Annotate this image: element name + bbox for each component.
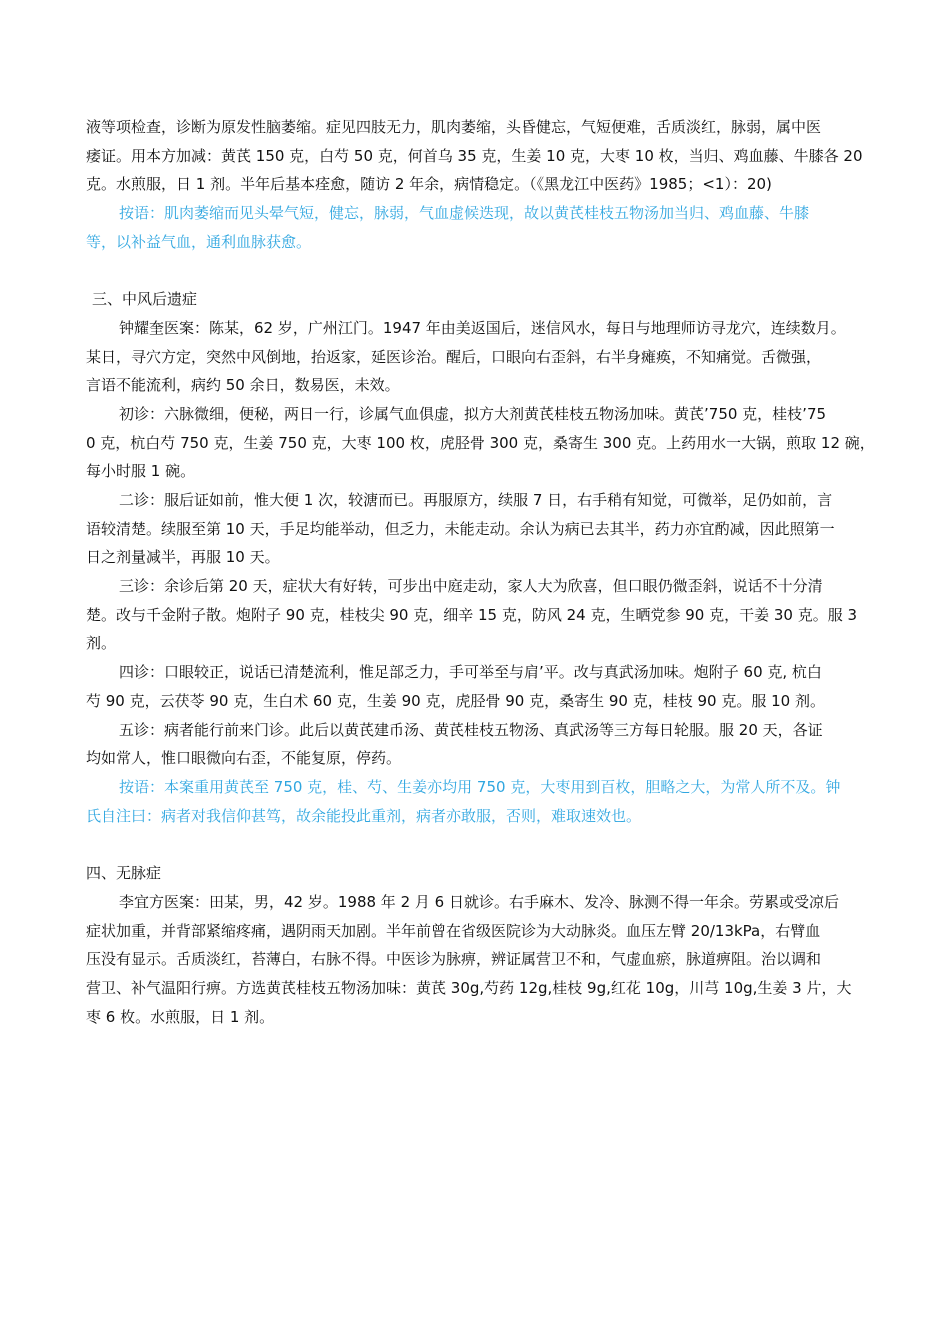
text-line: 压没有显示。舌质淡红，苔薄白，右脉不得。中医诊为脉痹，辨证属营卫不和，气虚血瘀，脉道痹阻。治以调和	[86, 950, 822, 968]
section-heading: 四、无脉症	[86, 864, 162, 882]
text-line: 李宜方医案：田某，男，42 岁。1988 年 2 月 6 日就诊。右手麻木、发冷、脉测不得一年余。劳累或受凉后	[119, 893, 839, 911]
text-line: 症状加重，并背部紧缩疼痛，遇阴雨天加剧。半年前曾在省级医院诊为大动脉炎。血压左臂 20/13kPa，右臂血	[86, 922, 821, 940]
text-line: 芍 90 克，云茯苓 90 克，生白术 60 克，生姜 90 克，虎胫骨 90 克，桑寄生 90 克，桂枝 90 克。服 10 剂。	[86, 692, 825, 710]
text-line: 初诊：六脉微细，便秘，两日一行，诊属气血俱虚，拟方大剂黄芪桂枝五物汤加味。黄芪’750 克，桂枝’75	[119, 405, 827, 423]
text-line: 枣 6 枚。水煎服，日 1 剂。	[86, 1008, 275, 1026]
text-line: 按语：肌肉萎缩而见头晕气短，健忘，脉弱，气血虚候迭现，故以黄芪桂枝五物汤加当归、鸡血藤、牛膝	[119, 204, 810, 222]
text-line: 五诊：病者能行前来门诊。此后以黄芪建币汤、黄芪桂枝五物汤、真武汤等三方每日轮服。服 20 天，各证	[119, 721, 823, 739]
text-line: 克。水煎服，日 1 剂。半年后基本痊愈，随访 2 年余，病情稳定。（《黑龙江中医药》1985；<1）：20)	[86, 175, 772, 193]
text-line: 钟耀奎医案：陈某，62 岁，广州江门。1947 年由美返国后，迷信风水，每日与地理师访寻龙穴，连续数月。	[119, 319, 846, 337]
text-line: 液等项检查，诊断为原发性脑萎缩。症见四肢无力，肌肉萎缩，头昏健忘，气短便难，舌质淡红，脉弱，属中医	[86, 118, 822, 136]
text-line: 语较清楚。续服至第 10 天，手足均能举动，但乏力，未能走动。余认为病已去其半，药力亦宜酌减，因此照第一	[86, 520, 835, 538]
text-line: 痿证。用本方加减：黄芪 150 克，白芍 50 克，何首乌 35 克，生姜 10 克，大枣 10 枚，当归、鸡血藤、牛膝各 20	[86, 147, 863, 165]
text-line: 按语：本案重用黄芪至 750 克，桂、芍、生姜亦均用 750 克，大枣用到百枚，胆略之大，为常人所不及。钟	[119, 778, 841, 796]
text-line: 二诊：服后证如前，惟大便 1 次，较溏而已。再服原方，续服 7 日，右手稍有知觉，可微举，足仍如前，言	[119, 491, 833, 509]
text-line: 0 克，杭白芍 750 克，生姜 750 克，大枣 100 枚，虎胫骨 300 克，桑寄生 300 克。上药用水一大锅，煎取 12 碗，	[86, 434, 875, 452]
text-line: 氏自注曰：病者对我信仰甚笃，故余能投此重剂，病者亦敢服，否则，难取速效也。	[86, 807, 642, 825]
text-line: 四诊：口眼较正，说话已清楚流利，惟足部乏力，手可举至与肩’平。改与真武汤加味。炮附子 60 克, 杭白	[119, 663, 822, 681]
text-line: 三诊：余诊后第 20 天，症状大有好转，可步出中庭走动，家人大为欣喜，但口眼仍微歪斜，说话不十分清	[119, 577, 823, 595]
text-line: 均如常人，惟口眼微向右歪，不能复原，停药。	[86, 749, 402, 767]
text-line: 剂。	[86, 634, 117, 652]
text-line: 日之剂量减半，再服 10 天。	[86, 548, 280, 566]
section-heading: 三、中风后遗症	[92, 290, 198, 308]
text-line: 营卫、补气温阳行痹。方选黄芪桂枝五物汤加味：黄芪 30g,芍药 12g,桂枝 9g,红花 10g，川芎 10g,生姜 3 片，大	[86, 979, 852, 997]
text-line: 每小时服 1 碗。	[86, 462, 196, 480]
text-line: 等，以补益气血，通利血脉获愈。	[86, 233, 312, 251]
text-line: 某日，寻穴方定，突然中风倒地，抬返家，延医诊治。醒后，口眼向右歪斜，右半身瘫痪，不知痛觉。舌微强，	[86, 348, 822, 366]
text-line: 言语不能流利，病约 50 余日，数易医，未效。	[86, 376, 400, 394]
text-line: 楚。改与千金附子散。炮附子 90 克，桂枝尖 90 克，细辛 15 克，防风 24 克，生晒党参 90 克，干姜 30 克。服 3	[86, 606, 858, 624]
